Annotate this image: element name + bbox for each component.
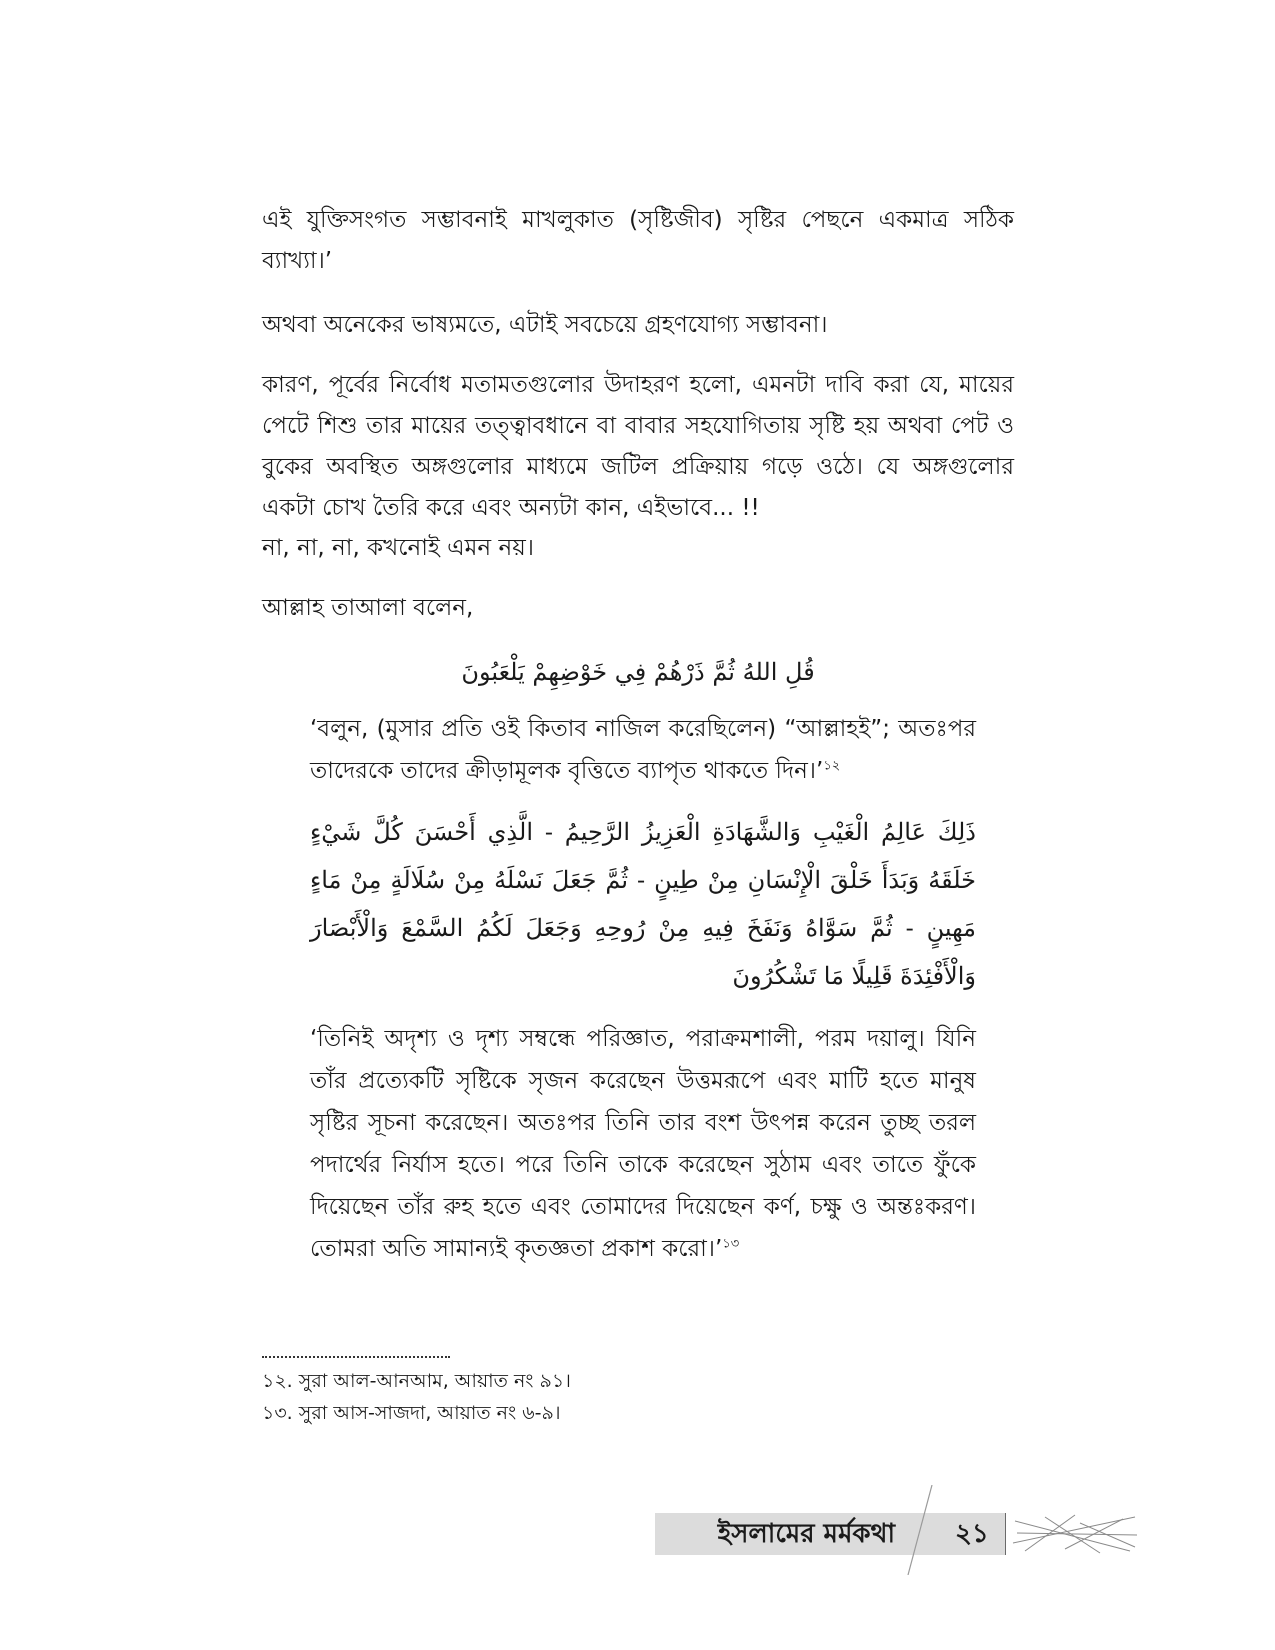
arabic-verse-anam: قُلِ اللهُ ثُمَّ ذَرْهُمْ فِي خَوْضِهِمْ يَلْعَبُونَ [461,658,815,686]
paragraph-allah-says: আল্লাহ তাআলা বলেন, [262,595,474,621]
footer-slash-divider [900,1485,940,1575]
paragraph-never-so: না, না, না, কখনোই এমন নয়। [262,535,534,561]
verse-translation-sajda [310,1018,976,1270]
arabic-verse-sajda: ذَلِكَ عَالِمُ الْغَيْبِ وَالشَّهَادَةِ الْعَزِيزُ الرَّحِيمُ - الَّذِي أَحْسَنَ كُلَّ شَيْءٍ خَلَقَهُ وَبَدَأَ خَلْقَ الْإِنْسَانِ مِنْ طِينٍ - ثُمَّ جَعَلَ نَسْلَهُ مِنْ سُلَالَةٍ مِنْ مَاءٍ مَهِينٍ - ثُمَّ سَوَّاهُ وَنَفَخَ فِيهِ مِنْ رُوحِهِ وَجَعَلَ لَكُمُ السَّمْعَ وَالْأَبْصَارَ وَالْأَفْئِدَةَ قَلِيلًا مَا تَشْكُرُونَ [310,818,977,990]
footer-book-title: ইসলামের মর্মকথা [717,1519,895,1549]
paragraph-explanation: এই যুক্তিসংগত সম্ভাবনাই মাখলুকাত (সৃষ্টিজীব) সৃষ্টির পেছনে একমাত্র সঠিক ব্যাখ্যা।’ [262,207,1014,274]
verse-translation-sajda-text: ‘তিনিই অদৃশ্য ও দৃশ্য সম্বন্ধে পরিজ্ঞাত, পরাক্রমশালী, পরম দয়ালু। যিনি তাঁর প্রত্যেকটি সৃষ্টিকে সৃজন করেছেন উত্তমরূপে এবং মাটি হতে মানুষ সৃষ্টির সূচনা করেছেন। অতঃপর তিনি তার বংশ উৎপন্ন করেন তুচ্ছ তরল পদার্থের নির্যাস হতে। পরে তিনি তাকে করেছেন সুঠাম এবং তাতে ফুঁকে দিয়েছেন তাঁর রুহ হতে এবং তোমাদের দিয়েছেন কর্ণ, চক্ষু ও অন্তঃকরণ। তোমরা অতি সামান্যই কৃতজ্ঞতা প্রকাশ করো।’ [310,1026,976,1262]
footnote-ref-13[interactable]: ১৩ [722,1236,740,1252]
footnote-divider [262,1356,450,1358]
footnote-13: ১৩. সুরা আস-সাজদা, আয়াত নং ৬-৯। [262,1402,561,1424]
footnote-12: ১২. সুরা আল-আনআম, আয়াত নং ৯১। [262,1370,571,1392]
paragraph-acceptable-possibility: অথবা অনেকের ভাষ্যমতে, এটাই সবচেয়ে গ্রহণযোগ্য সম্ভাবনা। [262,312,828,338]
verse-translation-anam [310,708,976,792]
footer-page-number: ২১ [955,1519,989,1549]
verse-translation-anam-text: ‘বলুন, (মুসার প্রতি ওই কিতাব নাজিল করেছিলেন) “আল্লাহই”; অতঃপর তাদেরকে তাদের ক্রীড়ামূলক বৃত্তিতে ব্যাপৃত থাকতে দিন।’ [310,716,976,784]
paragraph-foolish-opinions: কারণ, পূর্বের নির্বোধ মতামতগুলোর উদাহরণ হলো, এমনটা দাবি করা যে, মায়ের পেটে শিশু তার মায়ের তত্ত্বাবধানে বা বাবার সহযোগিতায় সৃষ্টি হয় অথবা পেট ও বুকের অবস্থিত অঙ্গগুলোর মাধ্যমে জটিল প্রক্রিয়ায় গড়ে ওঠে। যে অঙ্গগুলোর একটা চোখ তৈরি করে এবং অন্যটা কান, এইভাবে... !! [262,372,1014,521]
footer-line-pattern-icon [1005,1513,1140,1555]
footnote-ref-12[interactable]: ১২ [823,758,841,774]
